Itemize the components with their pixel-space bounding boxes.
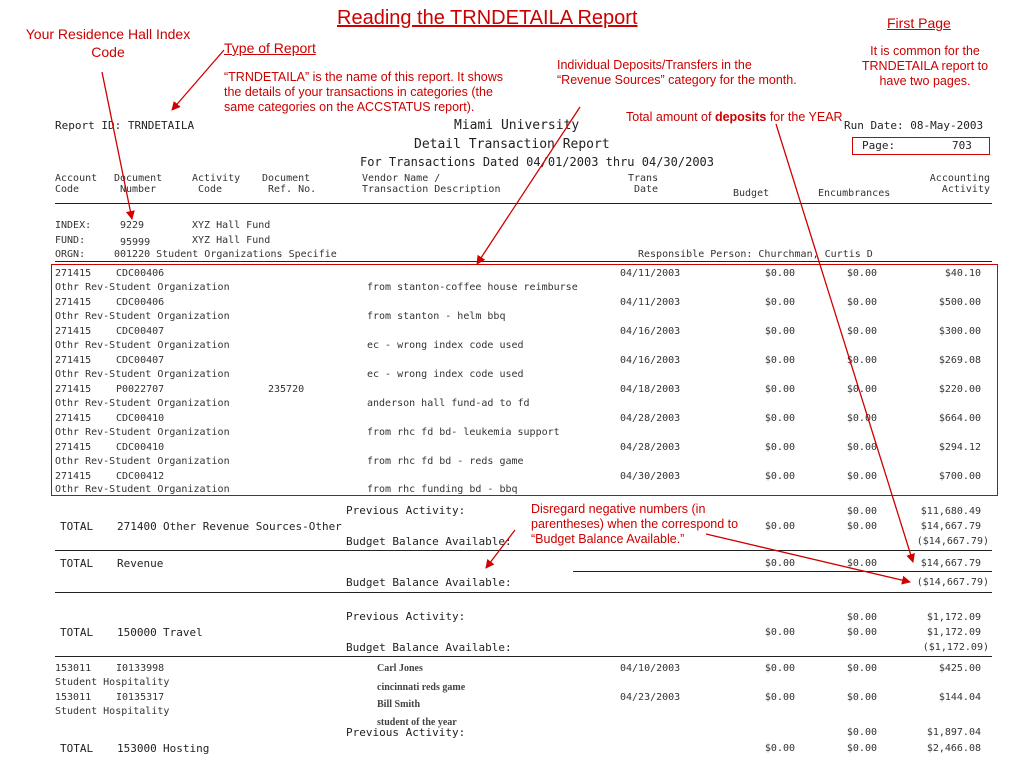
annotation-type-heading: Type of Report	[224, 40, 316, 56]
previous-activity-enc: $0.00	[846, 506, 877, 517]
previous-activity-amount: $11,680.49	[920, 506, 981, 517]
row-budget: $0.00	[764, 297, 795, 308]
fund-code: 95999	[120, 237, 151, 248]
hosting-prev-enc: $0.00	[846, 727, 877, 738]
row-budget: $0.00	[764, 384, 795, 395]
annotation-first-page-body: It is common for the TRNDETAILA report to have two pages.	[861, 44, 989, 88]
travel-budget-balance-amount: ($1,172.09)	[922, 642, 989, 653]
row-date: 04/11/2003	[620, 297, 681, 308]
header-account: Account Code	[55, 173, 98, 195]
row-budget: $0.00	[764, 471, 795, 482]
row-account: 153011	[55, 663, 92, 674]
row-date: 04/11/2003	[620, 268, 681, 279]
row-category: Othr Rev-Student Organization	[55, 340, 230, 351]
hosting-total-name: Hosting	[163, 742, 210, 755]
row-document: I0135317	[116, 692, 165, 703]
hosting-total-activity: $2,466.08	[926, 743, 981, 754]
revenue-budget-balance-amount: ($14,667.79)	[916, 577, 989, 588]
page-number: 703	[952, 139, 972, 152]
fund-label: FUND:	[55, 235, 86, 246]
hosting-prev-label: Previous Activity:	[346, 726, 466, 739]
row-document: CDC00406	[116, 297, 165, 308]
revenue-total-enc: $0.00	[846, 558, 877, 569]
row-date: 04/18/2003	[620, 384, 681, 395]
row-activity: $220.00	[938, 384, 981, 395]
row-budget: $0.00	[764, 268, 795, 279]
row-date: 04/16/2003	[620, 326, 681, 337]
orgn-label: ORGN:	[55, 249, 86, 260]
row-document: CDC00410	[116, 442, 165, 453]
row-account: 271415	[55, 384, 92, 395]
row-document: P0022707	[116, 384, 165, 395]
row-category: Othr Rev-Student Organization	[55, 484, 230, 495]
annotation-type-body: “TRNDETAILA” is the name of this report. It shows the details of your transactions in categories (the same categories on the ACCSTATUS report).	[224, 70, 504, 114]
index-label: INDEX:	[55, 220, 92, 231]
row-description: from rhc funding bd - bbq	[367, 484, 518, 495]
row-activity: $144.04	[938, 692, 981, 703]
annotation-disregard: Disregard negative numbers (in parentheses) when the correspond to “Budget Balance Available.”	[531, 502, 739, 546]
row-budget: $0.00	[764, 326, 795, 337]
header-budget: Budget	[733, 188, 770, 199]
row-category: Othr Rev-Student Organization	[55, 427, 230, 438]
row-budget: $0.00	[764, 442, 795, 453]
annotation-total-deposits: Total amount of deposits for the YEAR	[626, 110, 843, 124]
row-activity: $425.00	[938, 663, 981, 674]
budget-balance-amount: ($14,667.79)	[916, 536, 989, 547]
row-encumbrance: $0.00	[846, 268, 877, 279]
travel-prev-enc: $0.00	[846, 612, 877, 623]
row-date: 04/28/2003	[620, 442, 681, 453]
row-encumbrance: $0.00	[846, 663, 877, 674]
row-activity: $40.10	[944, 268, 981, 279]
row-document: CDC00412	[116, 471, 165, 482]
header-vendor: Vendor Name / Transaction Description	[362, 173, 501, 195]
orgn-value: 001220 Student Organizations Specifie	[114, 249, 337, 260]
row-account: 271415	[55, 326, 92, 337]
fund-name: XYZ Hall Fund	[192, 235, 271, 246]
travel-budget-balance-label: Budget Balance Available:	[346, 641, 512, 654]
total-name: Other Revenue Sources-Other	[163, 520, 342, 533]
total-enc: $0.00	[846, 521, 877, 532]
row-account: 271415	[55, 268, 92, 279]
row-document: I0133998	[116, 663, 165, 674]
row-description: student of the year	[377, 717, 457, 728]
row-category: Othr Rev-Student Organization	[55, 311, 230, 322]
annotation-individual: Individual Deposits/Transfers in the “Revenue Sources” category for the month.	[557, 58, 797, 87]
row-description: from rhc fd bd- leukemia support	[367, 427, 560, 438]
arrow-individual-deposits	[477, 107, 580, 264]
row-category: Othr Rev-Student Organization	[55, 282, 230, 293]
arrow-index-code	[102, 72, 132, 219]
university-name: Miami University	[454, 118, 580, 133]
travel-total-enc: $0.00	[846, 627, 877, 638]
row-encumbrance: $0.00	[846, 326, 877, 337]
row-encumbrance: $0.00	[846, 355, 877, 366]
date-range: For Transactions Dated 04/01/2003 thru 04/30/2003	[360, 155, 715, 169]
total-budget: $0.00	[764, 521, 795, 532]
hosting-total-enc: $0.00	[846, 743, 877, 754]
row-description: cincinnati reds game	[377, 682, 466, 693]
revenue-total-name: Revenue	[117, 557, 164, 570]
row-document: CDC00406	[116, 268, 165, 279]
header-accounting: Accounting Activity	[929, 173, 990, 195]
row-account: 271415	[55, 471, 92, 482]
row-encumbrance: $0.00	[846, 384, 877, 395]
row-date: 04/28/2003	[620, 413, 681, 424]
responsible-person: Responsible Person: Churchman, Curtis D	[638, 249, 873, 260]
travel-prev-amount: $1,172.09	[926, 612, 981, 623]
arrow-disregard-lower	[706, 534, 910, 582]
row-doc-ref: 235720	[268, 384, 305, 395]
row-description: anderson hall fund-ad to fd	[367, 398, 530, 409]
budget-balance-label: Budget Balance Available:	[346, 535, 512, 548]
revenue-total-activity: $14,667.79	[920, 558, 981, 569]
row-date: 04/23/2003	[620, 692, 681, 703]
hosting-total-code: 153000	[117, 742, 157, 755]
row-category: Student Hospitality	[55, 677, 170, 688]
arrow-type-of-report	[172, 50, 224, 110]
travel-prev-label: Previous Activity:	[346, 610, 466, 623]
header-trans-date: Trans Date	[628, 173, 659, 195]
row-description: from rhc fd bd - reds game	[367, 456, 524, 467]
revenue-total-budget: $0.00	[764, 558, 795, 569]
annotation-first-page-heading: First Page	[887, 15, 951, 31]
row-account: 271415	[55, 442, 92, 453]
total-code: 271400	[117, 520, 157, 533]
row-date: 04/16/2003	[620, 355, 681, 366]
row-budget: $0.00	[764, 692, 795, 703]
row-document: CDC00407	[116, 355, 165, 366]
row-activity: $664.00	[938, 413, 981, 424]
row-activity: $700.00	[938, 471, 981, 482]
row-document: CDC00407	[116, 326, 165, 337]
row-encumbrance: $0.00	[846, 692, 877, 703]
row-description: from stanton - helm bbq	[367, 311, 506, 322]
header-document: Document Number	[114, 173, 163, 195]
row-date: 04/10/2003	[620, 663, 681, 674]
row-activity: $294.12	[938, 442, 981, 453]
row-budget: $0.00	[764, 413, 795, 424]
report-subtitle: Detail Transaction Report	[414, 137, 610, 152]
row-encumbrance: $0.00	[846, 471, 877, 482]
row-account: 271415	[55, 297, 92, 308]
total-activity: $14,667.79	[920, 521, 981, 532]
annotation-residence-hall: Your Residence Hall Index Code	[25, 26, 191, 60]
arrow-disregard-upper	[486, 530, 515, 568]
header-doc-ref: Document Ref. No.	[262, 173, 317, 195]
row-budget: $0.00	[764, 355, 795, 366]
row-account: 271415	[55, 355, 92, 366]
row-description: from stanton-coffee house reimburse	[367, 282, 578, 293]
travel-total-code: 150000	[117, 626, 157, 639]
previous-activity-label: Previous Activity:	[346, 504, 466, 517]
row-encumbrance: $0.00	[846, 297, 877, 308]
page-label: Page:	[862, 139, 896, 152]
page-title: Reading the TRNDETAILA Report	[337, 7, 638, 29]
row-activity: $300.00	[938, 326, 981, 337]
row-description: ec - wrong index code used	[367, 340, 524, 351]
travel-total-label: TOTAL	[60, 626, 94, 639]
row-account: 271415	[55, 413, 92, 424]
row-description: ec - wrong index code used	[367, 369, 524, 380]
row-vendor: Bill Smith	[377, 699, 421, 710]
index-name: XYZ Hall Fund	[192, 220, 271, 231]
row-category: Othr Rev-Student Organization	[55, 398, 230, 409]
header-activity: Activity Code	[192, 173, 241, 195]
row-vendor: Carl Jones	[377, 663, 423, 674]
row-date: 04/30/2003	[620, 471, 681, 482]
travel-total-activity: $1,172.09	[926, 627, 981, 638]
row-category: Othr Rev-Student Organization	[55, 456, 230, 467]
total-label: TOTAL	[60, 520, 94, 533]
index-code: 9229	[120, 220, 145, 231]
row-encumbrance: $0.00	[846, 442, 877, 453]
row-activity: $500.00	[938, 297, 981, 308]
revenue-budget-balance-label: Budget Balance Available:	[346, 576, 512, 589]
row-budget: $0.00	[764, 663, 795, 674]
header-encumbrances: Encumbrances	[818, 188, 891, 199]
row-category: Student Hospitality	[55, 706, 170, 717]
travel-total-budget: $0.00	[764, 627, 795, 638]
hosting-prev-amount: $1,897.04	[926, 727, 981, 738]
row-activity: $269.08	[938, 355, 981, 366]
arrow-total-deposits	[776, 124, 913, 562]
report-id: Report ID: TRNDETAILA	[55, 119, 195, 132]
run-date: Run Date: 08-May-2003	[844, 119, 984, 132]
revenue-total-label: TOTAL	[60, 557, 94, 570]
row-encumbrance: $0.00	[846, 413, 877, 424]
row-category: Othr Rev-Student Organization	[55, 369, 230, 380]
hosting-total-budget: $0.00	[764, 743, 795, 754]
hosting-total-label: TOTAL	[60, 742, 94, 755]
row-document: CDC00410	[116, 413, 165, 424]
row-account: 153011	[55, 692, 92, 703]
travel-total-name: Travel	[163, 626, 203, 639]
